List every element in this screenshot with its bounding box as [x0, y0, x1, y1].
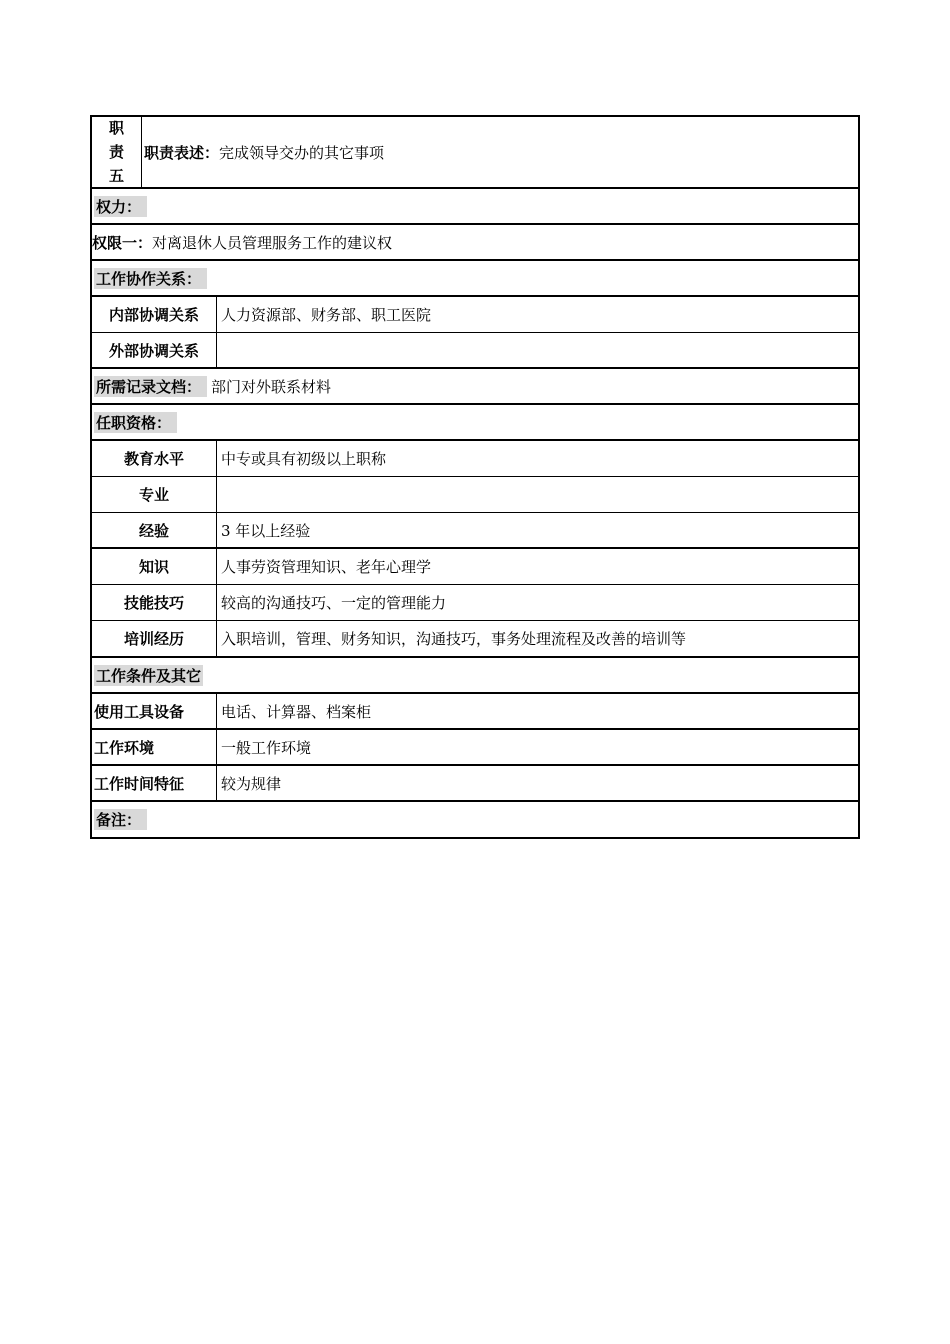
qualification-label: 培训经历	[92, 621, 217, 656]
duty-label-char: 职	[108, 119, 124, 137]
duty-label-char: 五	[108, 167, 124, 185]
conditions-header: 工作条件及其它	[96, 666, 202, 685]
records-label: 所需记录文档：	[94, 376, 207, 397]
qualification-label: 经验	[92, 513, 217, 547]
duty-desc-label: 职责表述：	[144, 143, 220, 162]
records-row	[90, 369, 860, 405]
qualification-row	[90, 585, 860, 621]
remarks-label: 备注：	[94, 809, 147, 830]
duty-five-content	[142, 117, 384, 187]
condition-row	[90, 766, 860, 802]
qualification-row	[90, 621, 860, 658]
cooperation-header: 工作协作关系：	[94, 268, 207, 289]
qualification-value: 3 年以上经验	[221, 521, 311, 540]
condition-row	[90, 730, 860, 766]
duty-desc-text: 完成领导交办的其它事项	[219, 143, 385, 162]
internal-coop-value: 人力资源部、财务部、职工医院	[221, 306, 432, 324]
authority-header-row	[90, 189, 860, 225]
qualification-row	[90, 477, 860, 513]
qualification-header-row	[90, 405, 860, 441]
condition-row	[90, 694, 860, 730]
external-coop-label: 外部协调关系	[92, 333, 217, 367]
qualification-value: 较高的沟通技巧、一定的管理能力	[221, 594, 447, 612]
qualification-row	[90, 513, 860, 549]
authority-item-label: 权限一：	[92, 233, 153, 252]
remarks-row	[90, 802, 860, 839]
qualification-row	[90, 549, 860, 585]
duty-five-label	[92, 117, 142, 187]
cooperation-header-row	[90, 261, 860, 297]
conditions-header-row	[90, 658, 860, 694]
qualification-header: 任职资格：	[94, 412, 177, 433]
qualification-value	[217, 477, 221, 512]
condition-value: 电话、计算器、档案柜	[221, 702, 372, 721]
authority-item-row	[90, 225, 860, 261]
internal-coop-label: 内部协调关系	[92, 297, 217, 332]
duty-label-char: 责	[108, 143, 124, 161]
qualification-label: 教育水平	[92, 441, 217, 476]
qualification-value: 人事劳资管理知识、老年心理学	[221, 558, 432, 576]
qualification-row	[90, 441, 860, 477]
qualification-label: 技能技巧	[92, 585, 217, 620]
condition-label: 使用工具设备	[92, 694, 217, 728]
qualification-value: 入职培训，管理、财务知识，沟通技巧，事务处理流程及改善的培训等	[221, 630, 687, 648]
condition-value: 较为规律	[221, 774, 282, 793]
records-value: 部门对外联系材料	[211, 377, 332, 396]
qualification-label: 知识	[92, 549, 217, 584]
authority-item-text: 对离退休人员管理服务工作的建议权	[152, 233, 393, 252]
qualification-label: 专业	[92, 477, 217, 512]
external-coop-value	[217, 333, 221, 367]
condition-label: 工作环境	[92, 730, 217, 764]
job-description-table	[90, 115, 860, 839]
qualification-value: 中专或具有初级以上职称	[221, 450, 387, 468]
condition-label: 工作时间特征	[92, 766, 217, 800]
condition-value: 一般工作环境	[221, 738, 312, 757]
internal-coop-row	[90, 297, 860, 333]
authority-header: 权力：	[94, 196, 147, 217]
duty-five-row	[90, 115, 860, 189]
external-coop-row	[90, 333, 860, 369]
